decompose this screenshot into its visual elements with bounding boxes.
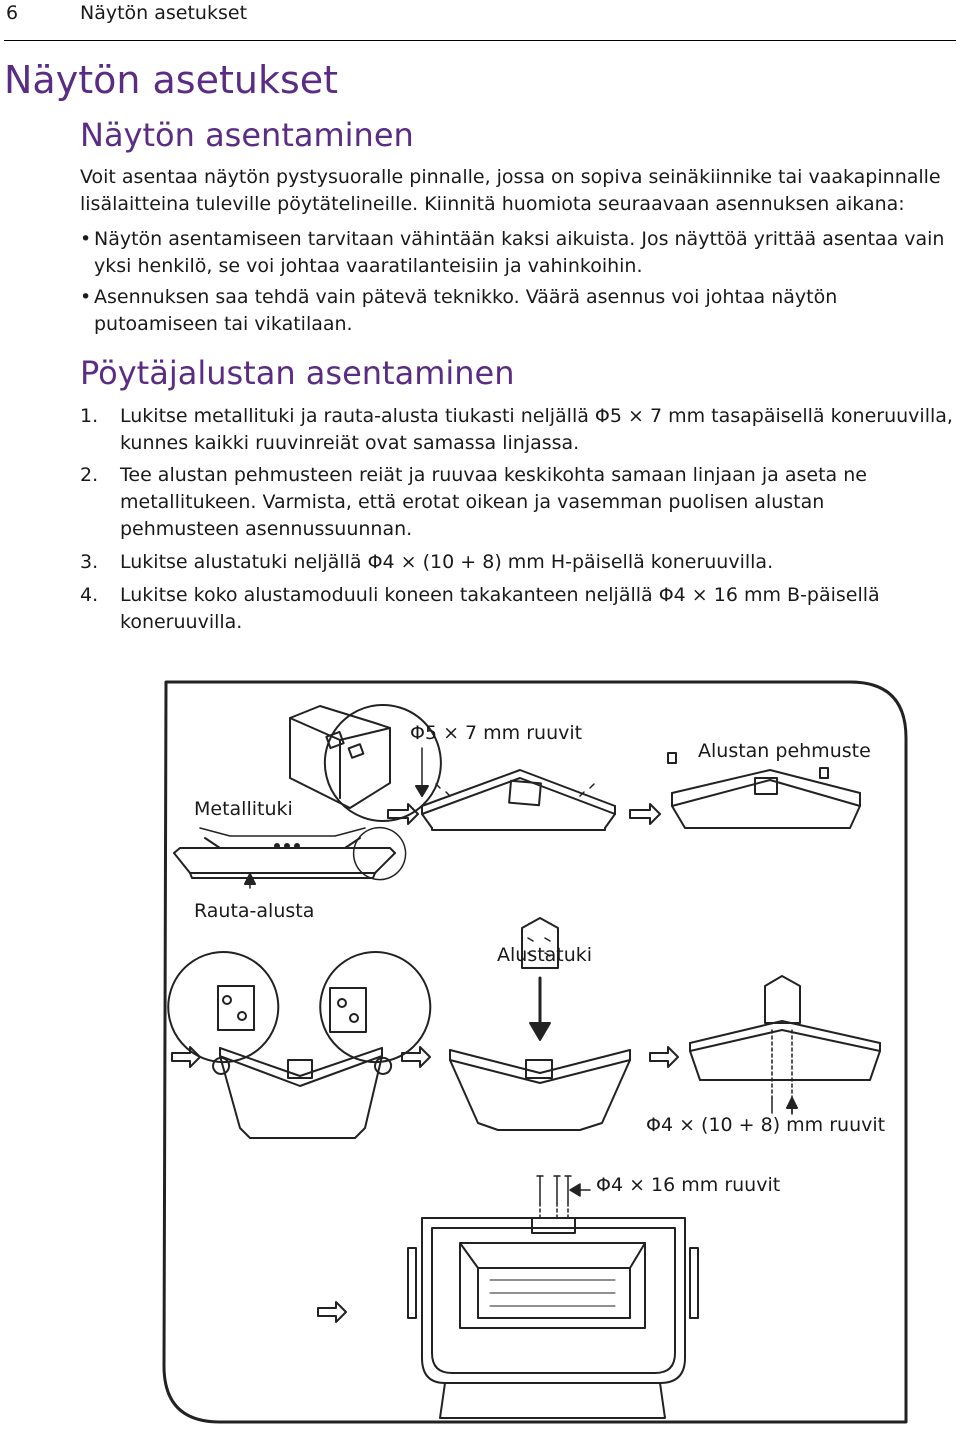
bullet-line: putoamiseen tai vikatilaan. [94, 313, 353, 335]
bullet-dot: • [80, 286, 92, 308]
screws-icon [537, 1176, 590, 1218]
stand-support-label: Alustatuki [497, 944, 593, 966]
step-line: kunnes kaikki ruuvinreiät ovat samassa linjassa. [120, 432, 580, 454]
figure-frame [164, 682, 906, 1422]
intro-line: Voit asentaa näytön pystysuoralle pinnalle, jossa on sopiva seinäkiinnike tai vaakapinnalle [80, 166, 941, 188]
section-title: Näytön asetukset [4, 58, 339, 102]
metal-support-base-drawing [174, 828, 406, 880]
page-header [0, 0, 960, 40]
step-line: pehmusteen asennussuunnan. [120, 518, 413, 540]
step-line: Tee alustan pehmusteen reiät ja ruuvaa keskikohta samaan linjaan ja aseta ne [120, 464, 867, 486]
metal-support-screws-drawing [422, 770, 615, 830]
screws-c-label: Φ4 × 16 mm ruuvit [596, 1174, 781, 1196]
base-label: Rauta-alusta [194, 900, 315, 922]
step-number: 3. [80, 551, 99, 573]
step-number: 4. [80, 584, 99, 606]
step-line: Lukitse metallituki ja rauta-alusta tiukasti neljällä Φ5 × 7 mm tasapäisellä koneruuvilla, [120, 405, 953, 427]
screws-b-label: Φ4 × (10 + 8) mm ruuvit [646, 1114, 886, 1136]
running-header-title: Näytön asetukset [80, 2, 248, 24]
bracket-detail-icon [168, 952, 430, 1062]
page-number: 6 [6, 2, 19, 24]
step-number: 1. [80, 405, 99, 427]
header-divider [4, 40, 956, 41]
bullet-dot: • [80, 228, 92, 250]
step-line: metallitukeen. Varmista, että erotat oikean ja vasemman puolisen alustan [120, 491, 825, 513]
assembly-figure [160, 678, 910, 1426]
intro-line: lisälaitteina tuleville pöytätelineille. Kiinnitä huomiota seuraavaan asennuksen aikana: [80, 193, 905, 215]
step-line: Lukitse alustatuki neljällä Φ4 × (10 + 8) mm H-päisellä koneruuvilla. [120, 551, 774, 573]
bullet-line: Näytön asentamiseen tarvitaan vähintään kaksi aikuista. Jos näyttöä yrittää asentaa vain [94, 228, 945, 250]
down-arrow-icon [245, 748, 550, 1040]
stand-title: Pöytäjalustan asentaminen [80, 354, 515, 392]
bullet-line: Asennuksen saa tehdä vain pätevä teknikko. Väärä asennus voi johtaa näytön [94, 286, 838, 308]
bullet-line: yksi henkilö, se voi johtaa vaaratilanteisiin ja vahinkoihin. [94, 255, 643, 277]
assembly-illustration [160, 678, 910, 1426]
installing-title: Näytön asentaminen [80, 116, 414, 154]
pad-label: Alustan pehmuste [698, 740, 871, 762]
intro-paragraph [80, 164, 960, 218]
tv-back-drawing [408, 1218, 698, 1418]
metal-support-label: Metallituki [194, 798, 293, 820]
assembled-stand-drawing [690, 976, 880, 1114]
step-number: 2. [80, 464, 99, 486]
base-frame-drawing [213, 1048, 391, 1138]
base-with-pads-drawing [668, 753, 860, 828]
screws-a-label: Φ5 × 7 mm ruuvit [410, 722, 583, 744]
step-line: koneruuvilla. [120, 611, 243, 633]
step-line: Lukitse koko alustamoduuli koneen takakanteen neljällä Φ4 × 16 mm B-päisellä [120, 584, 880, 606]
